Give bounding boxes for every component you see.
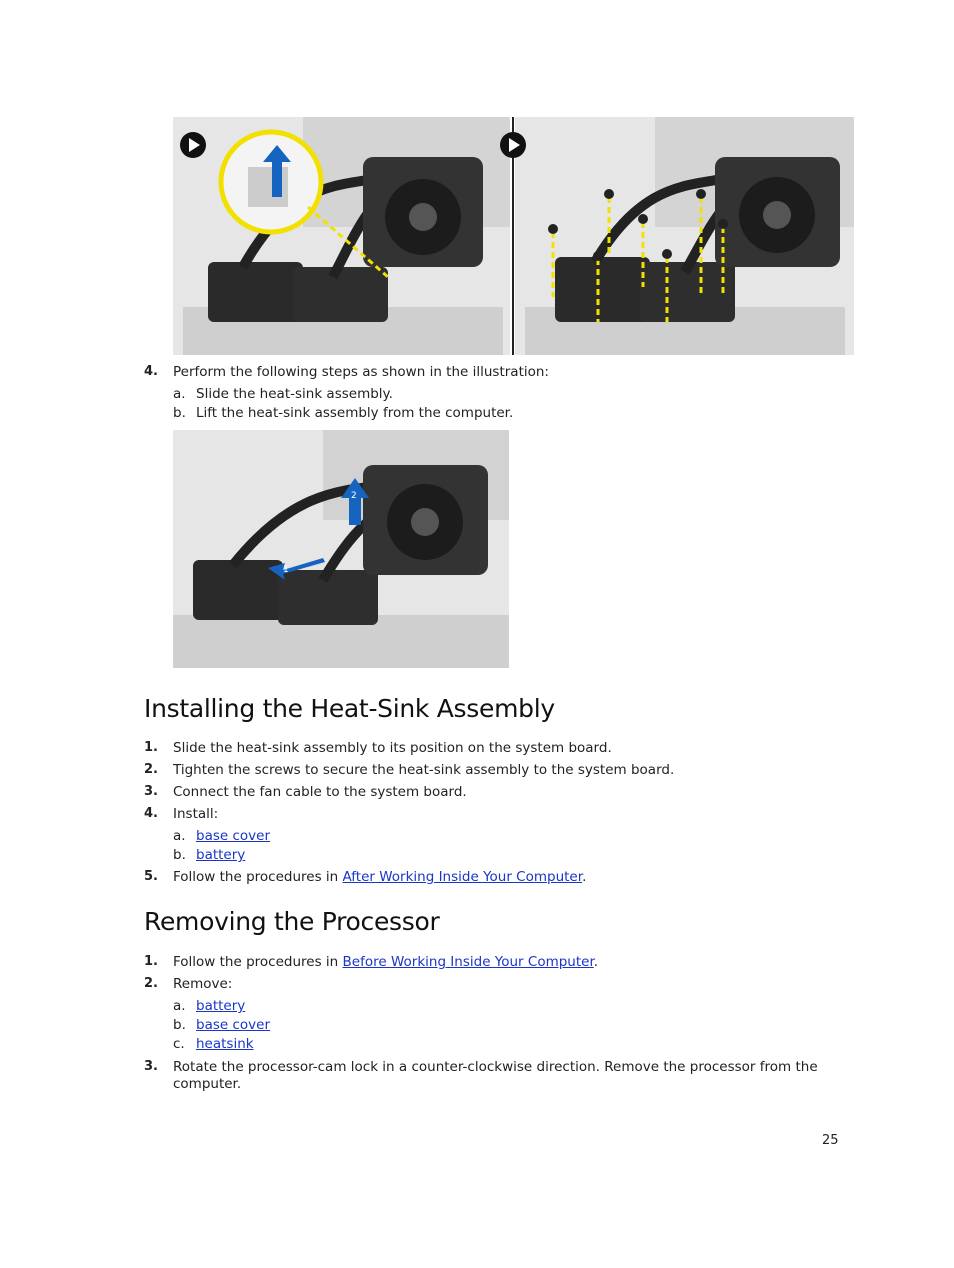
step-number: 1. bbox=[144, 740, 158, 755]
step-number: 5. bbox=[144, 869, 158, 884]
page-number: 25 bbox=[822, 1133, 839, 1148]
substep-letter: a. bbox=[173, 386, 186, 402]
next-step-icon bbox=[499, 131, 527, 163]
step-number: 1. bbox=[144, 954, 158, 969]
step-number: 3. bbox=[144, 1059, 158, 1074]
step-text: Remove: bbox=[173, 976, 233, 992]
link-after-working[interactable]: After Working Inside Your Computer bbox=[342, 869, 583, 885]
substep-letter: b. bbox=[173, 405, 186, 421]
substep-text: Slide the heat-sink assembly. bbox=[196, 386, 393, 402]
section-heading-install: Installing the Heat-Sink Assembly bbox=[144, 694, 555, 723]
step-text-prefix: Follow the procedures in bbox=[173, 954, 343, 970]
step-number: 4. bbox=[144, 806, 158, 821]
link-base-cover[interactable]: base cover bbox=[196, 828, 270, 844]
substep bbox=[173, 1036, 254, 1052]
substep bbox=[173, 386, 393, 402]
step-number: 2. bbox=[144, 976, 158, 991]
section-heading-remove: Removing the Processor bbox=[144, 907, 440, 936]
substep-letter: b. bbox=[173, 1017, 186, 1033]
step-text bbox=[173, 954, 598, 970]
substep-letter: c. bbox=[173, 1036, 185, 1052]
substep bbox=[173, 828, 270, 844]
link-battery[interactable]: battery bbox=[196, 998, 246, 1014]
step-text: Connect the fan cable to the system board. bbox=[173, 784, 467, 800]
callout-label: 2 bbox=[351, 491, 357, 501]
substep-letter: a. bbox=[173, 998, 186, 1014]
step-text-continued: computer. bbox=[173, 1076, 242, 1092]
link-heatsink[interactable]: heatsink bbox=[196, 1036, 254, 1052]
substep-text: Lift the heat-sink assembly from the computer. bbox=[196, 405, 514, 421]
step-text: Perform the following steps as shown in the illustration: bbox=[173, 364, 549, 380]
step-text: Slide the heat-sink assembly to its position on the system board. bbox=[173, 740, 612, 756]
figure-slide-lift bbox=[173, 430, 509, 668]
figure-top-left bbox=[173, 117, 510, 355]
step-text-suffix: . bbox=[582, 869, 587, 885]
figure-top-right bbox=[515, 117, 854, 355]
substep bbox=[173, 405, 513, 421]
substep bbox=[173, 998, 245, 1014]
substep bbox=[173, 847, 245, 863]
link-battery[interactable]: battery bbox=[196, 847, 246, 863]
step-text bbox=[173, 869, 586, 885]
substep-letter: a. bbox=[173, 828, 186, 844]
substep bbox=[173, 1017, 270, 1033]
step-text: Rotate the processor-cam lock in a counter-clockwise direction. Remove the processor from the bbox=[173, 1059, 818, 1075]
link-before-working[interactable]: Before Working Inside Your Computer bbox=[342, 954, 594, 970]
step-number: 3. bbox=[144, 784, 158, 799]
next-step-icon bbox=[179, 131, 207, 163]
step-text: Tighten the screws to secure the heat-sink assembly to the system board. bbox=[173, 762, 675, 778]
step-number: 4. bbox=[144, 364, 158, 379]
substep-letter: b. bbox=[173, 847, 186, 863]
link-base-cover[interactable]: base cover bbox=[196, 1017, 270, 1033]
step-number: 2. bbox=[144, 762, 158, 777]
step-text-prefix: Follow the procedures in bbox=[173, 869, 343, 885]
callout-label: 1 bbox=[283, 565, 289, 575]
step-text: Install: bbox=[173, 806, 219, 822]
step-text-suffix: . bbox=[593, 954, 599, 970]
